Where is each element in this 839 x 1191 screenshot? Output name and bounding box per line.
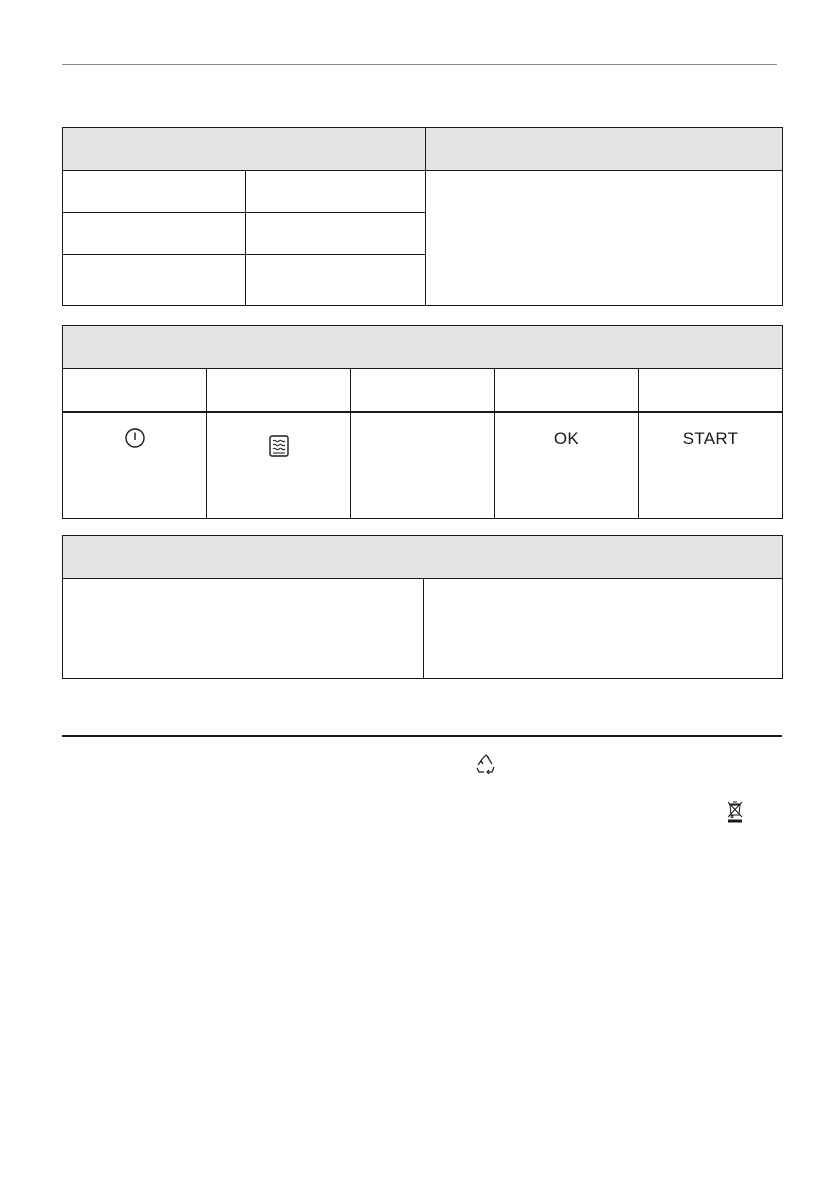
crossed-out-wheelie-bin-icon	[726, 800, 744, 824]
table-cell	[424, 579, 783, 679]
table-cell	[63, 213, 246, 255]
page-header-rule	[62, 64, 777, 65]
symbol-cell-power	[63, 412, 207, 519]
table-cell	[63, 171, 246, 213]
table-cell	[63, 369, 207, 413]
table-cell	[207, 369, 351, 413]
program-menu-icon	[269, 435, 289, 457]
table-cell	[246, 171, 426, 213]
table-cell	[495, 369, 639, 413]
table-header-cell	[63, 536, 783, 579]
symbol-cell-ok	[495, 412, 639, 519]
table-cell	[63, 579, 424, 679]
table-header-cell	[426, 128, 783, 171]
section-divider-rule	[62, 735, 782, 737]
table-cell-merged	[426, 171, 783, 306]
symbol-cell-program	[207, 412, 351, 519]
power-icon	[124, 427, 146, 449]
information-table	[62, 535, 783, 679]
product-identification-table	[62, 127, 783, 306]
control-symbols-table	[62, 325, 783, 519]
table-header-cell	[63, 326, 783, 369]
start-button-symbol: START	[682, 429, 739, 448]
table-cell	[246, 255, 426, 306]
table-cell	[639, 369, 783, 413]
symbol-cell-empty	[351, 412, 495, 519]
recycling-symbol-icon	[474, 753, 498, 777]
table-cell	[246, 213, 426, 255]
table-cell	[351, 369, 495, 413]
ok-button-symbol: OK	[553, 429, 580, 448]
table-header-cell	[63, 128, 426, 171]
table-cell	[63, 255, 246, 306]
symbol-cell-start	[639, 412, 783, 519]
